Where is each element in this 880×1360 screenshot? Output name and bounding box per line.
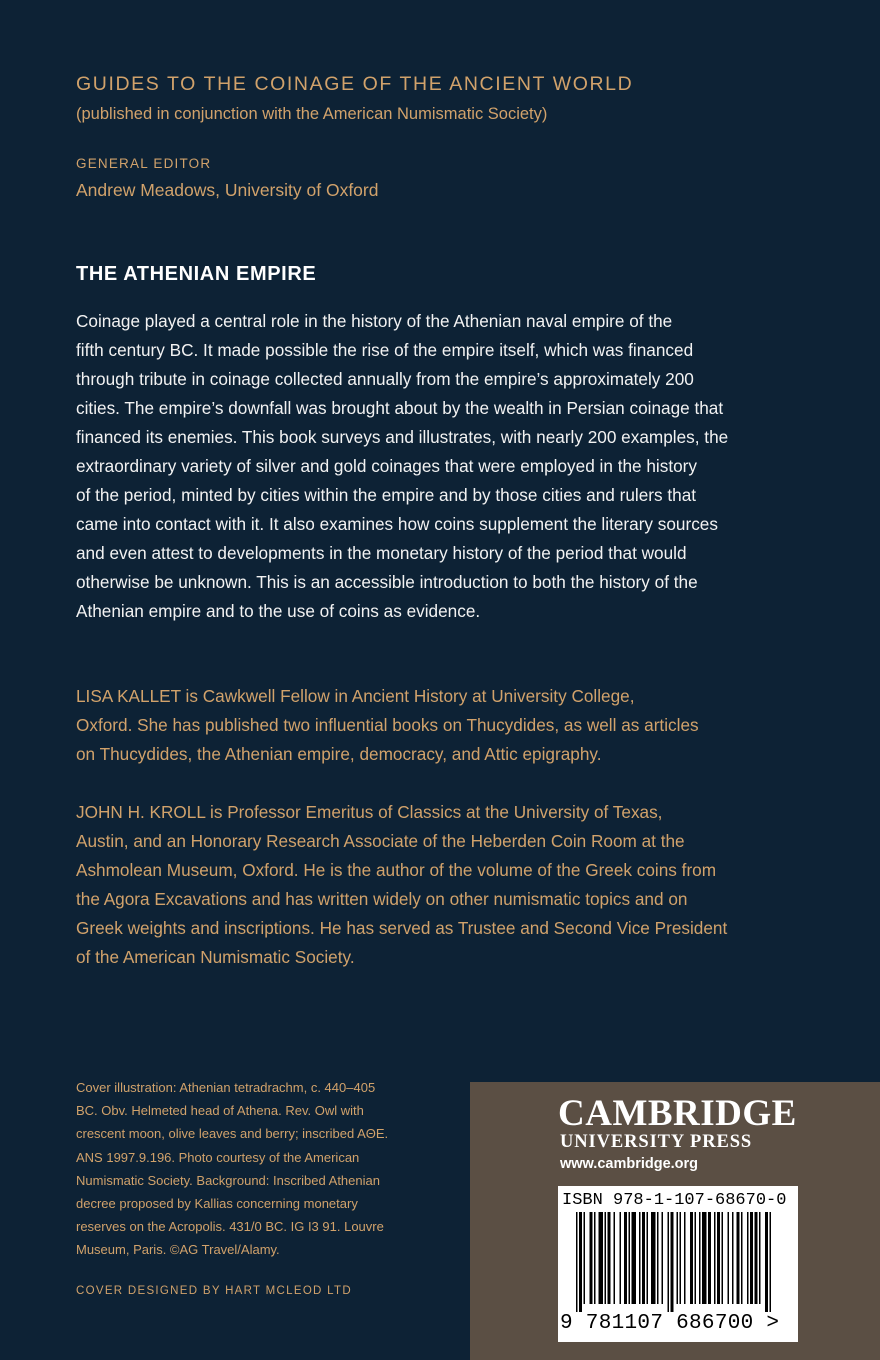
isbn-label: ISBN 978-1-107-68670-0 xyxy=(562,1191,787,1210)
barcode-bar xyxy=(668,1212,670,1312)
barcode-bar xyxy=(639,1212,641,1304)
description-line: Coinage played a central role in the history of the Athenian naval empire of the xyxy=(76,311,673,331)
barcode-bar xyxy=(765,1212,768,1312)
credit-line: crescent moon, olive leaves and berry; inscribed AΘE. xyxy=(76,1126,389,1142)
barcode-bar xyxy=(759,1212,761,1304)
cover-illustration-credit xyxy=(76,1076,446,1262)
author-bio-line: of the American Numismatic Society. xyxy=(76,947,355,967)
barcode-bar xyxy=(708,1212,711,1304)
barcode-bar xyxy=(590,1212,593,1304)
barcode-bar xyxy=(576,1212,578,1312)
description-line: cities. The empire’s downfall was brought about by the wealth in Persian coinage that xyxy=(76,398,724,418)
credit-line: ANS 1997.9.196. Photo courtesy of the American xyxy=(76,1149,360,1165)
barcode-bar xyxy=(677,1212,679,1304)
description-line: fifth century BC. It made possible the rise of the empire itself, which was financed xyxy=(76,340,694,360)
author-bio-kroll xyxy=(76,798,806,972)
publisher-logo-name: CAMBRIDGE xyxy=(558,1093,797,1134)
book-description xyxy=(76,307,796,626)
barcode-bar xyxy=(750,1212,753,1304)
author-bio-line: LISA KALLET is Cawkwell Fellow in Ancient History at University College, xyxy=(76,686,635,706)
description-line: came into contact with it. It also examines how coins supplement the literary sources xyxy=(76,514,718,534)
publisher-panel xyxy=(470,1082,880,1360)
description-line: through tribute in coinage collected annually from the empire’s approximately 200 xyxy=(76,369,694,389)
barcode-bar xyxy=(647,1212,649,1304)
series-title: GUIDES TO THE COINAGE OF THE ANCIENT WORLD xyxy=(76,73,634,95)
barcode-bar xyxy=(614,1212,616,1304)
description-line: financed its enemies. This book surveys and illustrates, with nearly 200 examples, the xyxy=(76,427,729,447)
barcode-bars xyxy=(558,1212,798,1316)
author-bio-kallet xyxy=(76,682,806,769)
credit-line: Cover illustration: Athenian tetradrachm, c. 440–405 xyxy=(76,1080,376,1095)
barcode-bar xyxy=(579,1212,582,1312)
general-editor-label: GENERAL EDITOR xyxy=(76,156,212,171)
barcode-bar xyxy=(722,1212,724,1304)
author-bio-line: on Thucydides, the Athenian empire, democracy, and Attic epigraphy. xyxy=(76,744,602,764)
barcode-bar xyxy=(584,1212,586,1304)
barcode-bar xyxy=(695,1212,697,1304)
credit-line: decree proposed by Kallias concerning monetary xyxy=(76,1196,358,1212)
barcode-bar xyxy=(608,1212,611,1304)
barcode-bar xyxy=(717,1212,720,1304)
description-line: Athenian empire and to the use of coins as evidence. xyxy=(76,601,481,621)
barcode-bar xyxy=(594,1212,596,1304)
credit-line: reserves on the Acropolis. 431/0 BC. IG I3 91. Louvre xyxy=(76,1219,384,1235)
barcode-bar xyxy=(770,1212,772,1312)
barcode-bar xyxy=(741,1212,743,1304)
barcode-bar xyxy=(737,1212,740,1304)
cover-designer-credit: COVER DESIGNED BY HART MCLEOD LTD xyxy=(76,1285,352,1297)
barcode-bar xyxy=(702,1212,707,1304)
isbn-barcode xyxy=(558,1186,798,1342)
general-editor-name: Andrew Meadows, University of Oxford xyxy=(76,180,379,200)
credit-line: BC. Obv. Helmeted head of Athena. Rev. Owl with xyxy=(76,1103,364,1119)
author-bio-line: Greek weights and inscriptions. He has served as Trustee and Second Vice President xyxy=(76,918,728,938)
author-bio-line: the Agora Excavations and has written widely on other numismatic topics and on xyxy=(76,889,688,909)
barcode-digits: 9 781107 686700 > xyxy=(560,1312,780,1335)
author-bio-line: Austin, and an Honorary Research Associate of the Heberden Coin Room at the xyxy=(76,831,685,851)
description-line: of the period, minted by cities within the empire and by those cities and rulers that xyxy=(76,485,697,505)
barcode-bar xyxy=(728,1212,730,1304)
publisher-logo-press: UNIVERSITY PRESS xyxy=(560,1132,753,1152)
barcode-bar xyxy=(662,1212,664,1304)
barcode-bar xyxy=(747,1212,749,1304)
barcode-bar xyxy=(755,1212,758,1304)
barcode-bar xyxy=(671,1212,674,1312)
author-bio-line: JOHN H. KROLL is Professor Emeritus of Classics at the University of Texas, xyxy=(76,802,663,822)
barcode-bar xyxy=(690,1212,693,1304)
description-line: and even attest to developments in the monetary history of the period that would xyxy=(76,543,687,563)
author-bio-line: Oxford. She has published two influential books on Thucydides, as well as articles xyxy=(76,715,699,735)
book-title: THE ATHENIAN EMPIRE xyxy=(76,263,317,285)
barcode-bar xyxy=(714,1212,716,1304)
barcode-bar xyxy=(651,1212,656,1304)
credit-line: Museum, Paris. ©AG Travel/Alamy. xyxy=(76,1242,280,1258)
barcode-bar xyxy=(620,1212,622,1304)
barcode-bar xyxy=(699,1212,701,1304)
barcode-bar xyxy=(732,1212,734,1304)
description-line: extraordinary variety of silver and gold coinages that were employed in the history xyxy=(76,456,697,476)
barcode-bar xyxy=(632,1212,637,1304)
barcode-bar xyxy=(642,1212,645,1304)
credit-line: Numismatic Society. Background: Inscribed Athenian xyxy=(76,1172,380,1188)
barcode-bar xyxy=(624,1212,627,1304)
barcode-bar xyxy=(657,1212,659,1304)
publisher-url[interactable]: www.cambridge.org xyxy=(560,1156,699,1172)
description-line: otherwise be unknown. This is an accessible introduction to both the history of the xyxy=(76,572,698,592)
barcode-bar xyxy=(680,1212,682,1304)
barcode-bar xyxy=(629,1212,631,1304)
barcode-bar xyxy=(605,1212,607,1304)
series-subtitle: (published in conjunction with the American Numismatic Society) xyxy=(76,105,548,123)
author-bio-line: Ashmolean Museum, Oxford. He is the author of the volume of the Greek coins from xyxy=(76,860,717,880)
barcode-bar xyxy=(684,1212,686,1304)
barcode-bar xyxy=(599,1212,604,1304)
